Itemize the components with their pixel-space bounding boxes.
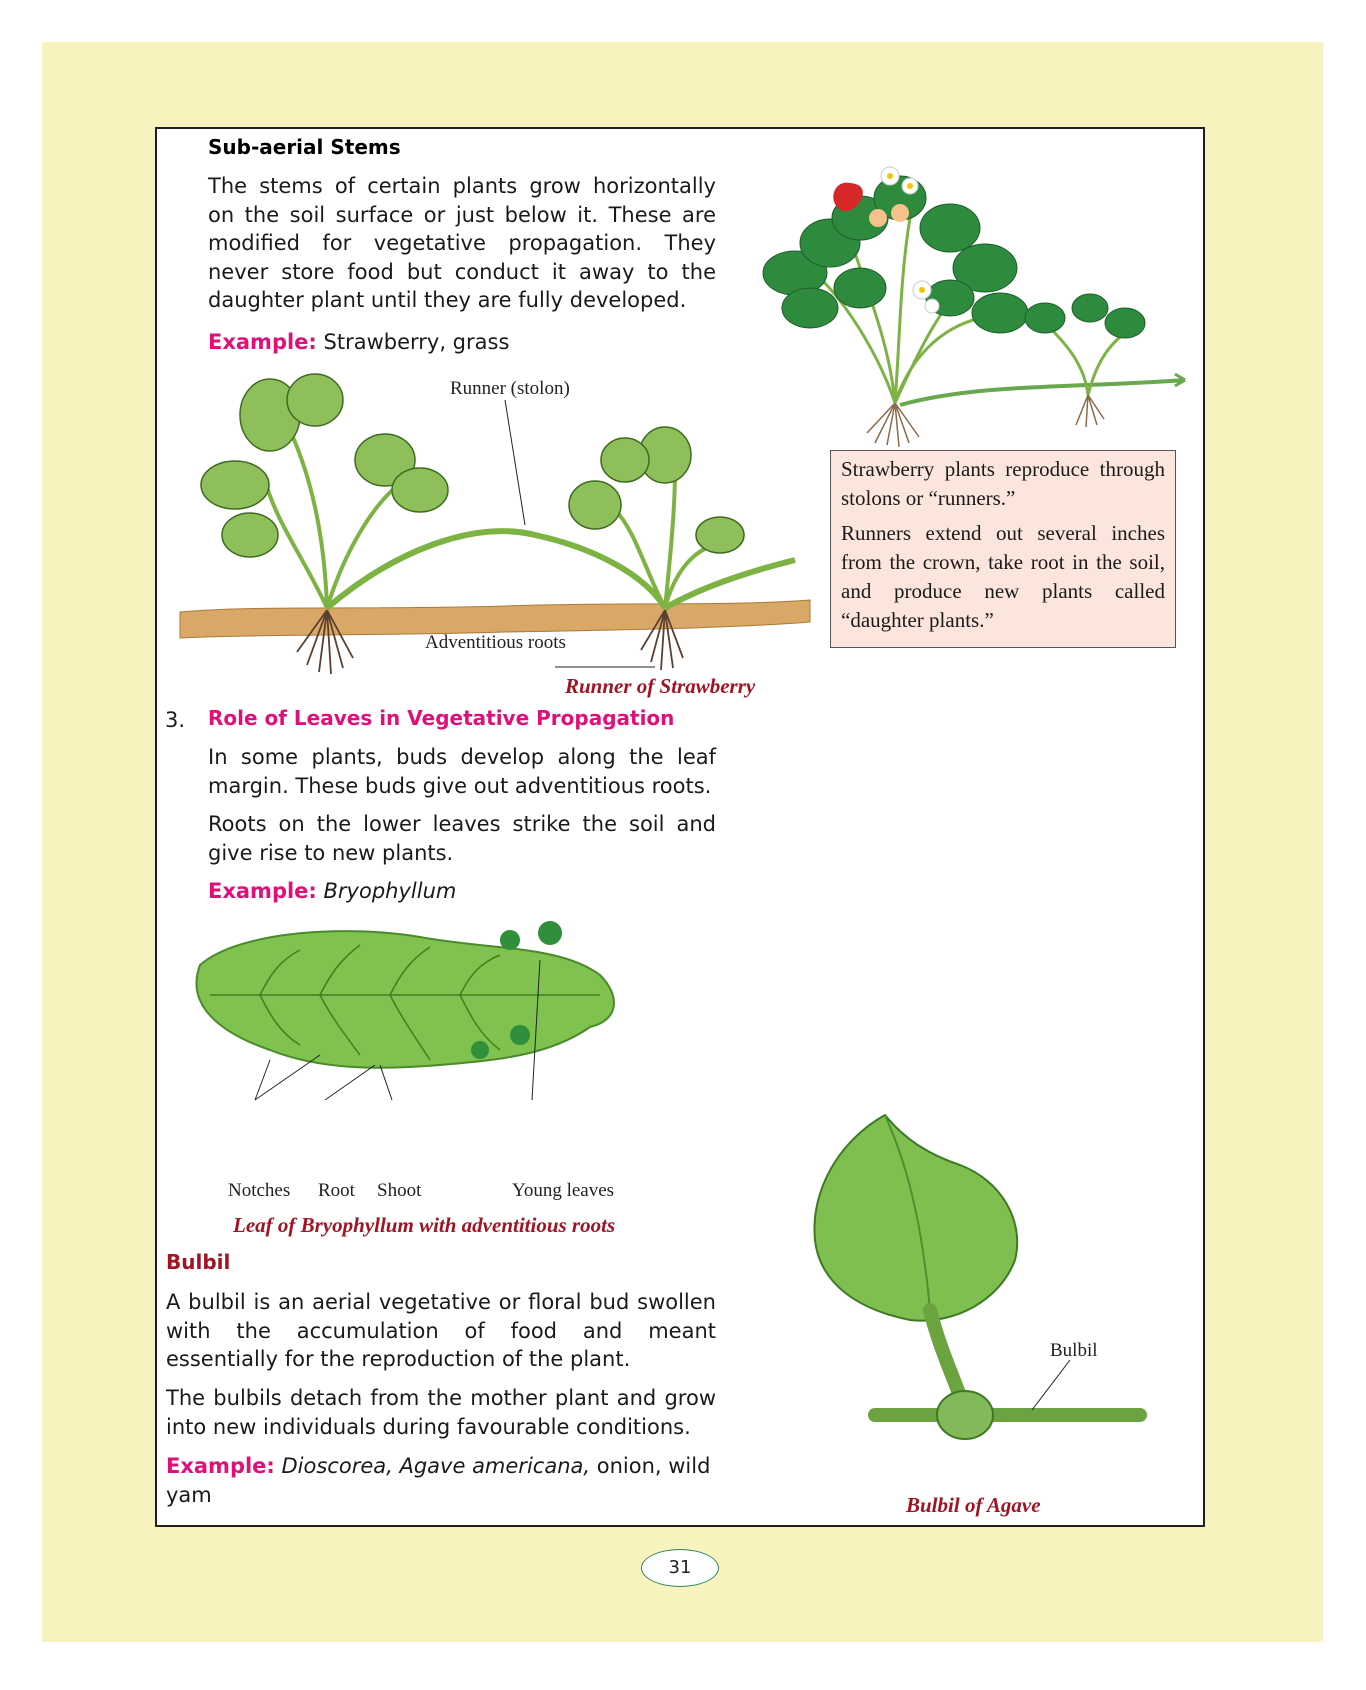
strawberry-note-box (830, 450, 1176, 648)
shoot-label: Shoot (377, 1180, 422, 1201)
root-label: Root (318, 1180, 355, 1201)
example-text: Bryophyllum (323, 879, 457, 903)
leaves-example (208, 877, 456, 906)
leaves-heading: Role of Leaves in Vegetative Propagation (208, 706, 675, 730)
bulbil-heading: Bulbil (166, 1250, 231, 1274)
note-paragraph-1: Strawberry plants reproduce through stolons or “runners.” (841, 457, 1165, 510)
example-label: Example: (208, 330, 317, 354)
bryophyllum-caption: Leaf of Bryophyllum with adventitious roots (233, 1213, 616, 1237)
agave-caption: Bulbil of Agave (906, 1493, 1041, 1517)
sub-aerial-paragraph: The stems of certain plants grow horizontally on the soil surface or just below it. These are modified for vegetative propagation. They never store food but conduct it away to the daughter plant until they are fully developed. (208, 174, 716, 312)
example-rest: onion, wild yam (166, 1454, 711, 1507)
note-paragraph-2: Runners extend out several inches from the crown, take root in the soil, and produce new plants called “daughter plants.” (841, 521, 1165, 632)
bryophyllum-illustration (180, 915, 630, 1125)
page-number: 31 (641, 1549, 719, 1587)
strawberry-plant-illustration (750, 158, 1198, 448)
agave-bulbil-illustration (800, 1110, 1160, 1470)
runner-label: Runner (stolon) (450, 378, 570, 399)
leaves-paragraph-1: In some plants, buds develop along the leaf margin. These buds give out adventitious roots. (208, 745, 716, 798)
bulbil-paragraph-2: The bulbils detach from the mother plant and grow into new individuals during favourable conditions. (166, 1386, 716, 1439)
young-leaves-label: Young leaves (512, 1180, 615, 1201)
example-label: Example: (166, 1454, 275, 1478)
section-number: 3. (165, 708, 186, 732)
sub-aerial-example (208, 328, 509, 357)
adventitious-roots-label: Adventitious roots (425, 632, 566, 653)
leaves-paragraph-2: Roots on the lower leaves strike the soil and give rise to new plants. (208, 812, 716, 865)
notches-label: Notches (228, 1180, 291, 1201)
example-text: Strawberry, grass (323, 330, 510, 354)
example-label: Example: (208, 879, 317, 903)
bulbil-example (166, 1452, 716, 1509)
runner-caption: Runner of Strawberry (565, 674, 756, 698)
bulbil-paragraph-1: A bulbil is an aerial vegetative or floral bud swollen with the accumulation of food and meant essentially for the reproduction of the plant. (166, 1290, 716, 1371)
bulbil-label: Bulbil (1050, 1340, 1098, 1361)
sub-aerial-heading: Sub-aerial Stems (208, 135, 401, 159)
example-italic: Dioscorea, Agave americana, (281, 1454, 591, 1478)
